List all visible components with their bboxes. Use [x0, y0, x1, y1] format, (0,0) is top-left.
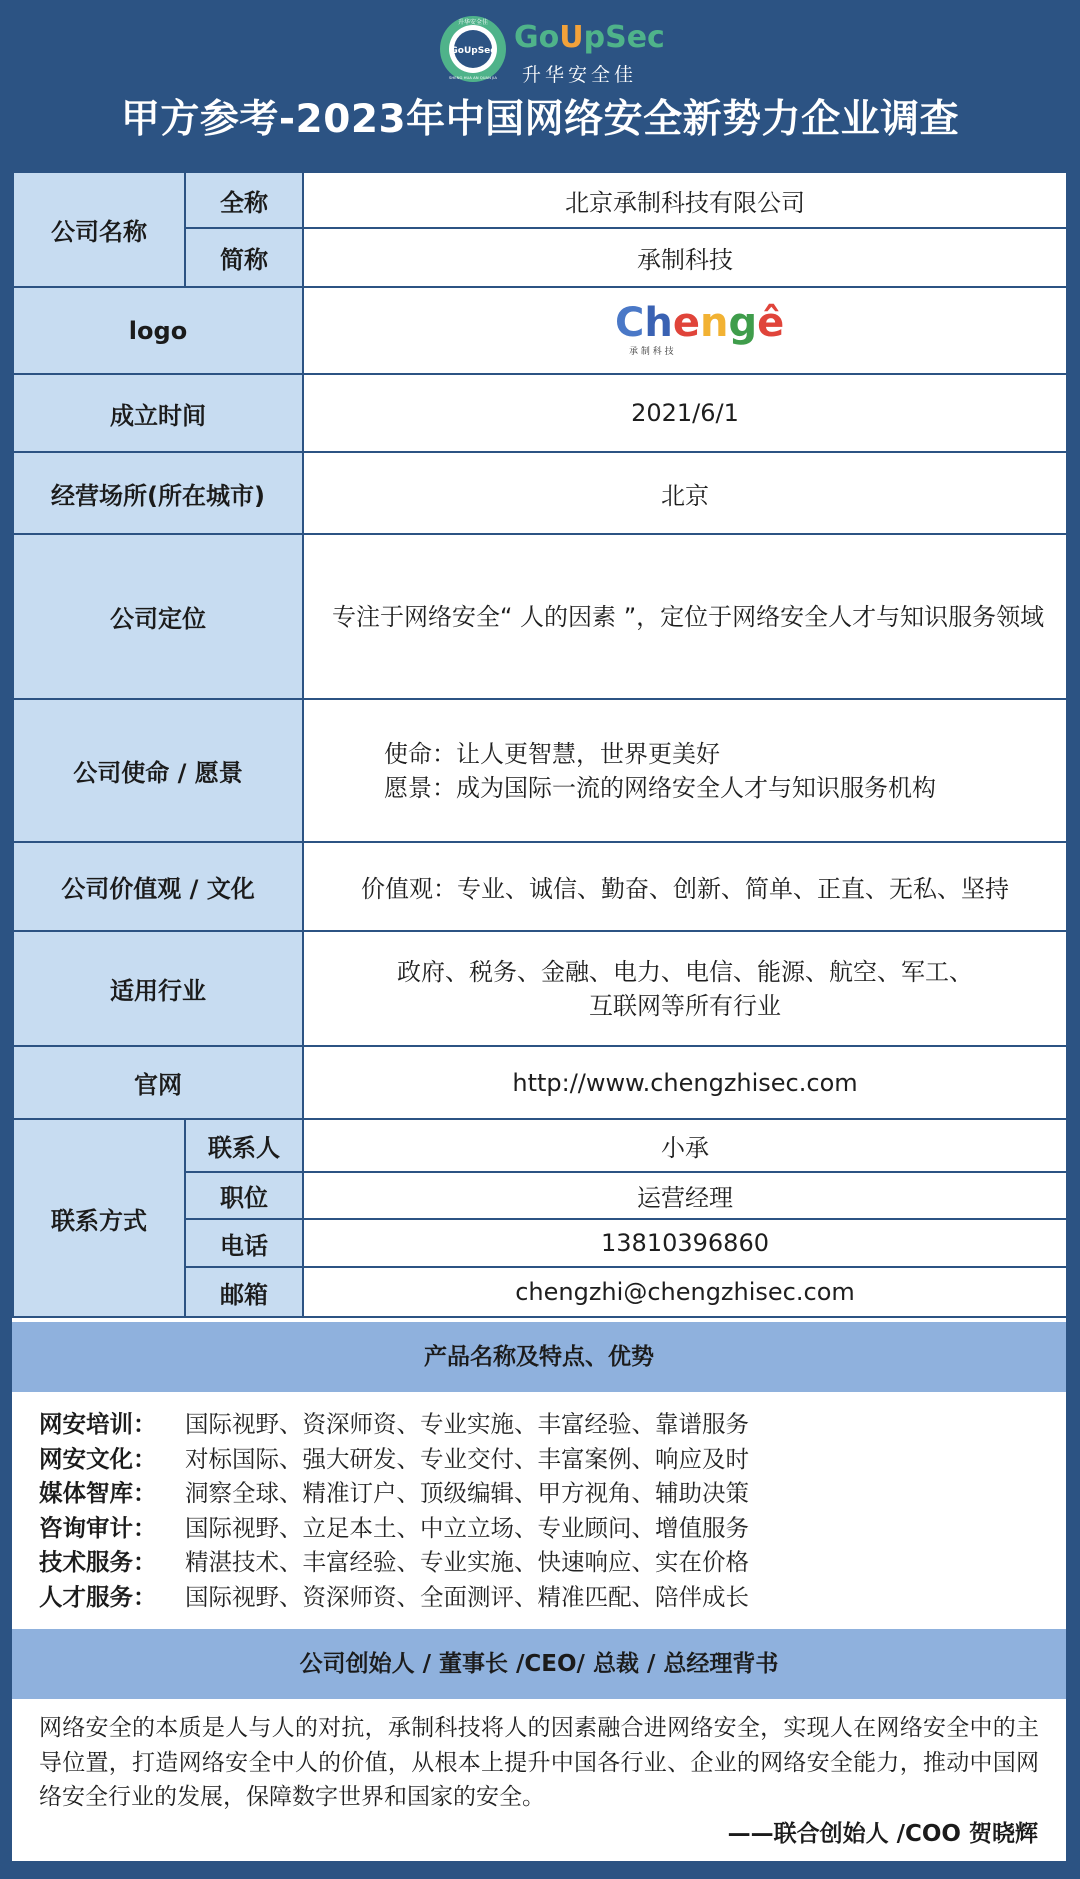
- contact-email-value[interactable]: chengzhi@chengzhisec.com: [303, 1267, 1067, 1317]
- industries-line-1: 政府、税务、金融、电力、电信、能源、航空、军工、: [397, 957, 973, 986]
- mission-label: 公司使命 / 愿景: [13, 699, 303, 842]
- wordmark-go: Go: [514, 20, 560, 55]
- short-name-label: 简称: [185, 228, 303, 287]
- vision-line: 愿景：成为国际一流的网络安全人才与知识服务机构: [384, 773, 936, 802]
- chenge-e1: e: [672, 299, 700, 346]
- page-header: [0, 0, 1080, 160]
- company-info-table: [12, 171, 1068, 1318]
- website-value[interactable]: http://www.chengzhisec.com: [303, 1046, 1067, 1119]
- product-desc: 洞察全球、精准订户、顶级编辑、甲方视角、辅助决策: [185, 1479, 749, 1507]
- short-name-value: 承制科技: [303, 228, 1067, 287]
- product-name: 网安文化：: [39, 1444, 157, 1473]
- industries-line-2: 互联网等所有行业: [589, 991, 781, 1020]
- table-row: [13, 699, 1067, 842]
- goupsec-subtitle: 升华安全佳: [522, 64, 638, 86]
- company-name-label: 公司名称: [13, 172, 185, 287]
- endorsement-signature: ——联合创始人 /COO 贺晓辉: [727, 1821, 1038, 1847]
- list-item: [39, 1545, 1039, 1580]
- goupsec-seal-icon: [438, 14, 508, 84]
- product-name: 人才服务：: [39, 1582, 157, 1611]
- product-name: 技术服务：: [39, 1548, 157, 1576]
- product-desc: 国际视野、立足本土、中立立场、专业顾问、增值服务: [185, 1513, 749, 1542]
- location-label: 经营场所(所在城市): [13, 452, 303, 534]
- table-row: [13, 287, 1067, 374]
- industries-value: [303, 931, 1067, 1046]
- chenge-wordmark: [615, 296, 785, 360]
- product-name: 媒体智库：: [39, 1479, 157, 1507]
- svg-text:Chengê: [615, 300, 784, 346]
- contact-label: 联系方式: [13, 1119, 185, 1317]
- list-item: [39, 1511, 1039, 1546]
- contact-person-value: 小承: [303, 1119, 1067, 1172]
- industries-label: 适用行业: [13, 931, 303, 1046]
- company-card: [9, 168, 1069, 1864]
- contact-title-value: 运营经理: [303, 1172, 1067, 1219]
- location-value: 北京: [303, 452, 1067, 534]
- table-row: [13, 172, 1067, 228]
- full-name-label: 全称: [185, 172, 303, 228]
- products-header: 产品名称及特点、优势: [12, 1322, 1066, 1392]
- table-row: [13, 931, 1067, 1046]
- logo-label: logo: [13, 287, 303, 374]
- product-desc: 精湛技术、丰富经验、专业实施、快速响应、实在价格: [185, 1548, 749, 1576]
- contact-title-label: 职位: [185, 1172, 303, 1219]
- list-item: [39, 1407, 1039, 1442]
- product-desc: 国际视野、资深师资、全面测评、精准匹配、陪伴成长: [185, 1582, 749, 1611]
- endorsement-text: 网络安全的本质是人与人的对抗，承制科技将人的因素融合进网络安全，实现人在网络安全中的主导位置，打造网络安全中人的价值，从根本上提升中国各行业、企业的网络安全能力，推动中国网络安全行业的发展，保障数字世界和国家的安全。: [39, 1715, 1039, 1810]
- products-list: [39, 1407, 1039, 1614]
- table-row: [13, 452, 1067, 534]
- full-name-value: 北京承制科技有限公司: [303, 172, 1067, 228]
- contact-phone-label: 电话: [185, 1219, 303, 1267]
- list-item: [39, 1580, 1039, 1615]
- table-row: [13, 1119, 1067, 1172]
- website-label: 官网: [13, 1046, 303, 1119]
- chenge-c: C: [615, 299, 645, 346]
- wordmark-u: U: [559, 20, 584, 55]
- values-value: 价值观：专业、诚信、勤奋、创新、简单、正直、无私、坚持: [303, 842, 1067, 931]
- goupsec-logo: [438, 14, 665, 86]
- seal-bottom-text: SHENG HUA AN QUAN JIA: [449, 75, 497, 80]
- values-label: 公司价值观 / 文化: [13, 842, 303, 931]
- seal-top-text: 升华安全佳: [457, 19, 489, 26]
- positioning-label: 公司定位: [13, 534, 303, 699]
- chenge-tagline: 承 制 科 技: [629, 346, 674, 357]
- table-row: [13, 534, 1067, 699]
- table-row: [13, 374, 1067, 452]
- product-name: 咨询审计：: [39, 1513, 157, 1542]
- table-row: [13, 1046, 1067, 1119]
- chenge-h: h: [644, 299, 673, 346]
- list-item: [39, 1476, 1039, 1511]
- page-title: 甲方参考-2023年中国网络安全新势力企业调查: [120, 97, 960, 142]
- chenge-logo: [615, 296, 785, 360]
- contact-person-label: 联系人: [185, 1119, 303, 1172]
- chenge-n: n: [699, 299, 729, 346]
- table-row: [13, 842, 1067, 931]
- goupsec-wordmark: [514, 20, 665, 55]
- endorsement-header: 公司创始人 / 董事长 /CEO/ 总裁 / 总经理背书: [12, 1629, 1066, 1699]
- chenge-g: g: [728, 299, 758, 346]
- positioning-value: 专注于网络安全“ 人的因素 ”，定位于网络安全人才与知识服务领域: [303, 534, 1067, 699]
- contact-phone-value: 13810396860: [303, 1219, 1067, 1267]
- product-name: 网安培训：: [39, 1410, 157, 1438]
- seal-center-text: GoUpSec: [450, 46, 496, 56]
- product-desc: 国际视野、资深师资、专业实施、丰富经验、靠谱服务: [185, 1410, 749, 1438]
- wordmark-psec: pSec: [583, 20, 665, 55]
- contact-email-label: 邮箱: [185, 1267, 303, 1317]
- founded-value: 2021/6/1: [303, 374, 1067, 452]
- mission-line: 使命：让人更智慧，世界更美好: [384, 739, 720, 768]
- list-item: [39, 1442, 1039, 1477]
- chenge-e2: ê: [757, 299, 785, 346]
- product-desc: 对标国际、强大研发、专业交付、丰富案例、响应及时: [185, 1444, 749, 1473]
- logo-value: [303, 287, 1067, 374]
- mission-value: [303, 699, 1067, 842]
- founded-label: 成立时间: [13, 374, 303, 452]
